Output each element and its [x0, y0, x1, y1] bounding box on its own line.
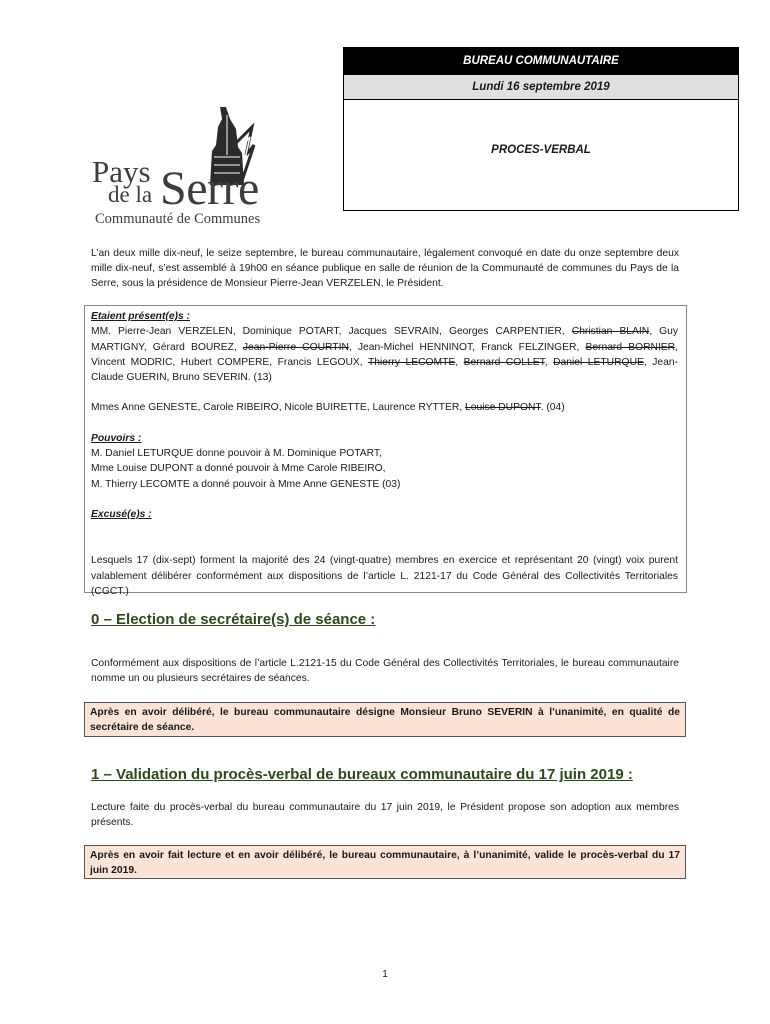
- excused-heading: Excusé(e)s :: [91, 508, 152, 520]
- proxy-line: Mme Louise DUPONT a donné pouvoir à Mme Carole RIBEIRO,: [91, 463, 386, 475]
- logo-subtitle: Communauté de Communes: [95, 211, 261, 227]
- header-proces-verbal: PROCES-VERBAL: [491, 144, 591, 156]
- header-date: Lundi 16 septembre 2019: [344, 74, 738, 100]
- struck-name: Christian BLAIN: [571, 326, 650, 338]
- present-heading: Etaient présent(e)s :: [91, 311, 190, 322]
- logo-word-de-la: de la: [108, 182, 153, 207]
- struck-name: Louise DUPONT: [465, 402, 541, 414]
- quorum-text: Lesquels 17 (dix-sept) forment la majorité des 24 (vingt-quatre) membres en exercice et représentant 20 (vingt) voix purent valablement délibérer conformément aux dispositions de l’article L. 2121-17 du Code Général des Collectivités Territoriales (CGCT.): [91, 555, 678, 597]
- logo: [92, 105, 292, 230]
- intro-paragraph: L’an deux mille dix-neuf, le seize septembre, le bureau communautaire, légalement convoqué en date du onze septembre deux mille dix-neuf, s’est assemblé à 19h00 en séance publique en salle de réunion de la Communauté de communes du Pays de la Serre, sous la présidence de Monsieur Pierre-Jean VERZELEN, le Président.: [91, 248, 679, 289]
- section-0-decision: Après en avoir délibéré, le bureau communautaire désigne Monsieur Bruno SEVERIN à l’unanimité, en qualité de secrétaire de séance.: [84, 702, 686, 737]
- struck-name: Daniel LETURQUE: [553, 356, 644, 368]
- proxy-line: M. Daniel LETURQUE donne pouvoir à M. Dominique POTART,: [91, 448, 382, 460]
- logo-word-serre: Serre: [160, 162, 259, 215]
- proxy-line: M. Thierry LECOMTE a donné pouvoir à Mme Anne GENESTE (03): [91, 478, 401, 490]
- logo-word-pays: Pays: [92, 154, 151, 189]
- section-1-text: Lecture faite du procès-verbal du bureau communautaire du 17 juin 2019, le Président propose son adoption aux membres présents.: [91, 802, 679, 828]
- attendance-box: [84, 305, 687, 597]
- section-0-text: Conformément aux dispositions de l’article L.2121-15 du Code Général des Collectivités Territoriales, le bureau communautaire nomme un ou plusieurs secrétaires de séances.: [91, 658, 679, 684]
- struck-name: Thierry LECOMTE: [367, 356, 456, 368]
- struck-name: Bernard COLLET: [463, 356, 545, 368]
- section-0-title: 0 – Election de secrétaire(s) de séance :: [91, 611, 376, 628]
- struck-name: Bernard BORNIER: [585, 341, 676, 353]
- header-box: [343, 47, 739, 211]
- proxies-heading: Pouvoirs :: [91, 432, 142, 444]
- page-number: 1: [382, 969, 388, 980]
- present-men: MM. Pierre-Jean VERZELEN, Dominique POTART, Jacques SEVRAIN, Georges CARPENTIER, Christian BLAIN, Guy MARTIGNY, Gérard BOUREZ, Jean-Pierre COURTIN, Jean-Michel HENNINOT, Franck FELZINGER, Bernard BORNIER, Vincent MODRIC, Hubert COMPERE, Francis LEGOUX, Thierry LECOMTE, Bernard COLLET, Daniel LETURQUE, Jean-Claude GUERIN, Bruno SEVERIN. (13): [91, 326, 678, 384]
- header-bureau: BUREAU COMMUNAUTAIRE: [344, 48, 738, 74]
- section-1-title: 1 – Validation du procès-verbal de bureaux communautaire du 17 juin 2019 :: [91, 766, 633, 783]
- present-women: Mmes Anne GENESTE, Carole RIBEIRO, Nicole BUIRETTE, Laurence RYTTER, Louise DUPONT. (04): [91, 402, 565, 414]
- section-1-decision: Après en avoir fait lecture et en avoir délibéré, le bureau communautaire, à l’unanimité, valide le procès-verbal du 17 juin 2019.: [84, 845, 686, 879]
- struck-name: Jean-Pierre COURTIN: [242, 341, 349, 353]
